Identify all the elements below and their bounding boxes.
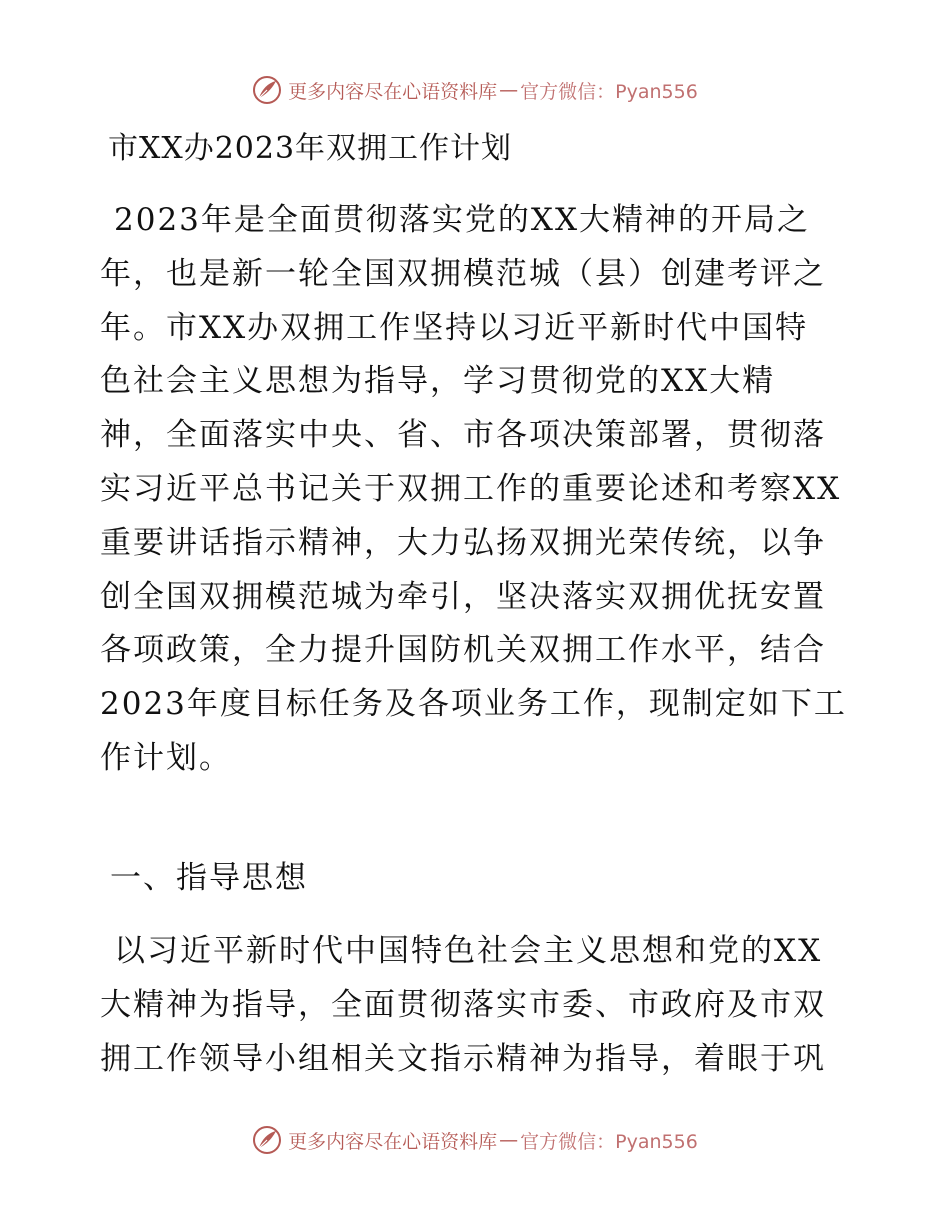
intro-line: 实习近平总书记关于双拥工作的重要论述和考察XX [100,470,842,507]
intro-line: 创全国双拥模范城为牵引，坚决落实双拥优抚安置 [100,578,826,615]
intro-line: 各项政策，全力提升国防机关双拥工作水平，结合 [100,632,826,669]
guiding-line: 大精神为指导，全面贯彻落实市委、市政府及市双 [100,986,826,1023]
intro-line: 年。市XX办双拥工作坚持以习近平新时代中国特 [100,309,809,346]
intro-line: 2023年度目标任务及各项业务工作，现制定如下工 [100,686,847,723]
document-title: 市XX办2023年双拥工作计划 [108,131,513,166]
intro-line: 色社会主义思想为指导，学习贯彻党的XX大精 [100,363,776,400]
intro-paragraph [100,194,860,786]
banner-separator: — [499,1129,519,1151]
intro-line: 重要讲话指示精神，大力弘扬双拥光荣传统，以争 [100,524,826,561]
footer-banner [0,1120,950,1160]
intro-line: 作计划。 [100,739,232,776]
banner-wechat: 官方微信：Pyan556 [520,80,698,103]
guiding-ideology-paragraph [100,925,860,1086]
section-heading-guiding-ideology: 一、指导思想 [110,860,308,896]
intro-line: 年，也是新一轮全国双拥模范城（县）创建考评之 [100,255,826,292]
feather-pen-logo-icon [252,75,282,105]
banner-text: 更多内容尽在心语资料库 [288,1130,498,1153]
intro-line: 2023年是全面贯彻落实党的XX大精神的开局之 [114,202,811,238]
banner-text: 更多内容尽在心语资料库 [288,80,498,103]
guiding-line: 拥工作领导小组相关文指示精神为指导，着眼于巩 [100,1040,826,1077]
guiding-line: 以习近平新时代中国特色社会主义思想和党的XX [114,933,823,969]
banner-wechat: 官方微信：Pyan556 [520,1130,698,1153]
feather-pen-logo-icon [252,1125,282,1155]
intro-line: 神，全面落实中央、省、市各项决策部署，贯彻落 [100,417,826,454]
banner-separator: — [499,79,519,101]
header-banner [0,70,950,110]
